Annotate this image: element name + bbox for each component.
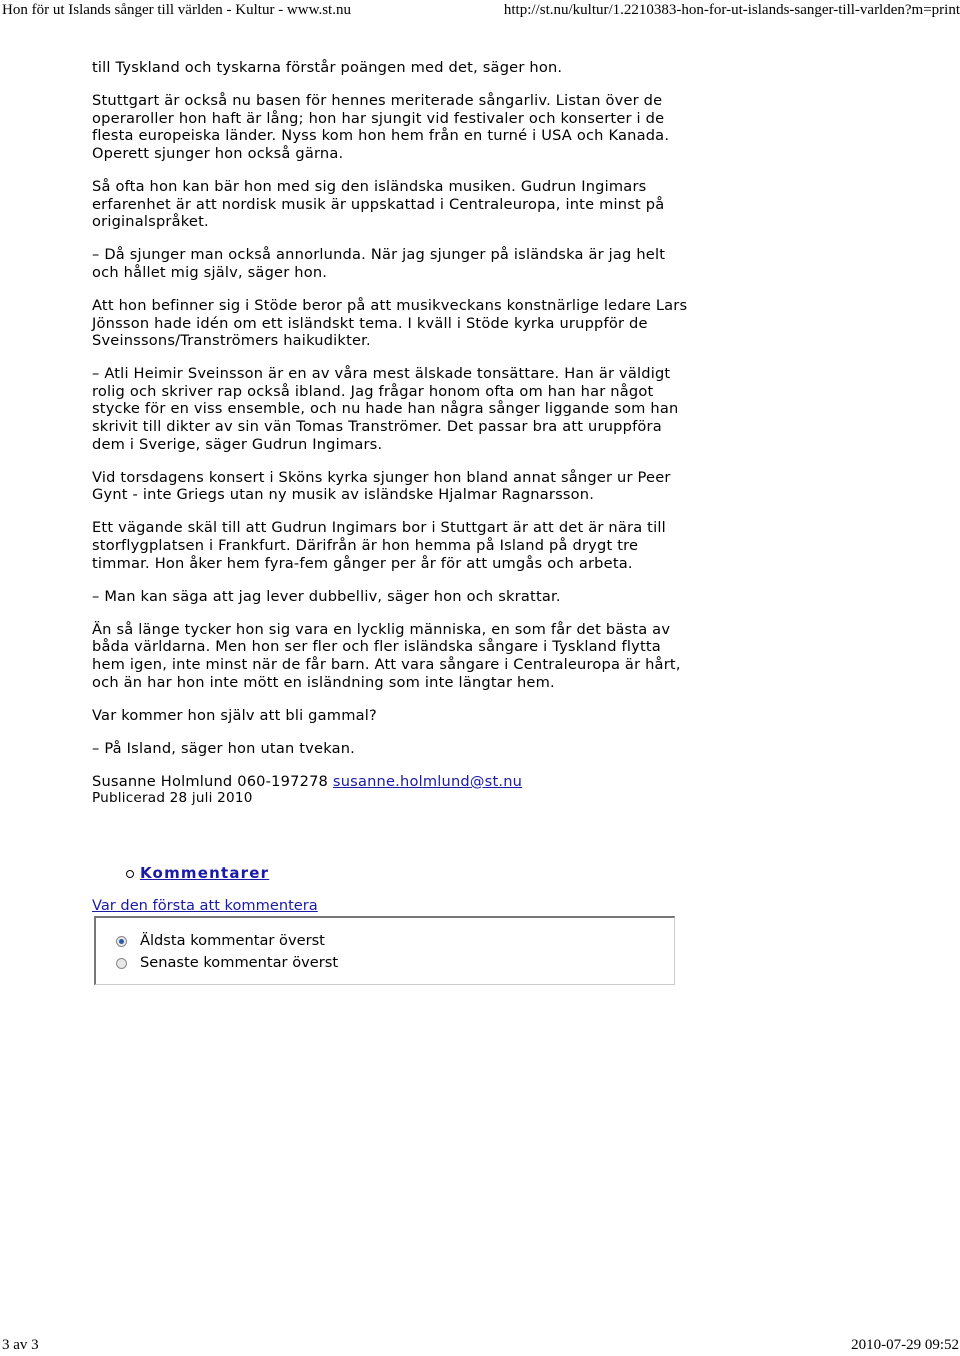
comments-tab-link[interactable]: Kommentarer [140, 864, 270, 882]
article-paragraph: – Då sjunger man också annorlunda. När jag sjunger på isländska är jag helt och hållet mig själv, säger hon. [92, 246, 666, 281]
comments-section [92, 864, 692, 985]
radio-oldest-first[interactable] [116, 936, 127, 947]
author-email-link[interactable]: susanne.holmlund@st.nu [332, 772, 523, 790]
comments-tabs [92, 864, 692, 890]
article-paragraph: – Atli Heimir Sveinsson är en av våra mest älskade tonsättare. Han är väldigt rolig och skriver rap också ibland. Jag frågar honom ofta om han har något stycke för en viss ensemble, och nu hade han några sånger liggande som han skrivit till dikter av sin vän Tomas Tranströmer. Det passar bra att uruppföra dem i Sverige, säger Gudrun Ingimars. [92, 365, 679, 453]
page-number: 3 av 3 [2, 1337, 39, 1353]
tab-comments [92, 864, 692, 890]
article-paragraph: Var kommer hon själv att bli gammal? [92, 706, 377, 724]
article-paragraph: Än så länge tycker hon sig vara en lycklig människa, en som får det bästa av båda världarna. Men hon ser fler och fler isländska sångare i Tyskland flytta hem igen, inte minst när de får barn. Att vara sångare i Centraleuropa är hårt, och än har hon inte mött en isländning som inte längtar hem. [92, 620, 681, 691]
article-paragraph: Ett vägande skäl till att Gudrun Ingimars bor i Stuttgart är att det är nära till storflygplatsen i Frankfurt. Därifrån är hon hemma på Island på drygt tre timmar. Hon åker hem fyra-fem gånger per år för att umgås och arbeta. [92, 519, 666, 572]
print-page-url: http://st.nu/kultur/1.2210383-hon-for-ut-islands-sanger-till-varlden?m=print [503, 2, 960, 18]
article-paragraph: till Tyskland och tyskarna förstår poängen med det, säger hon. [92, 59, 563, 76]
comment-sort-box [94, 916, 675, 985]
article-paragraph: – På Island, säger hon utan tvekan. [92, 739, 356, 757]
publish-date: Publicerad 28 juli 2010 [92, 790, 253, 807]
radio-newest-first[interactable] [116, 958, 127, 969]
bullet-icon [126, 870, 134, 878]
article-body [92, 59, 692, 807]
byline [92, 773, 692, 808]
author-name: Susanne Holmlund 060-197278 [92, 772, 329, 790]
article-paragraph: Stuttgart är också nu basen för hennes meriterade sångarliv. Listan över de operaroller hon haft är lång; hon har sjungit vid festivaler och konserter i de flesta europeiska länder. Nyss kom hon hem från en turné i USA och Kanada. Operett sjunger hon också gärna. [92, 92, 670, 162]
first-comment-link[interactable]: Var den första att kommentera [92, 897, 318, 914]
article-paragraph: Att hon befinner sig i Stöde beror på att musikveckans konstnärlige ledare Lars Jönsson hade idén om ett isländskt tema. I kväll i Stöde kyrka uruppför de Sveinssons/Tranströmers haikudikter. [92, 296, 688, 350]
sort-newest-option[interactable] [116, 954, 338, 972]
print-footer [0, 1334, 960, 1356]
print-page-title: Hon för ut Islands sånger till världen - Kultur - www.st.nu [2, 2, 351, 18]
sort-oldest-label: Äldsta kommentar överst [140, 932, 325, 949]
article-paragraph: Vid torsdagens konsert i Sköns kyrka sjunger hon bland annat sånger ur Peer Gynt - inte Griegs utan ny musik av isländske Hjalmar Ragnarsson. [92, 468, 671, 504]
article-paragraph: Så ofta hon kan bär hon med sig den isländska musiken. Gudrun Ingimars erfarenhet är att nordisk musik är uppskattad i Centraleuropa, inte minst på originalspråket. [92, 177, 665, 231]
article-paragraph: – Man kan säga att jag lever dubbelliv, säger hon och skrattar. [92, 587, 561, 605]
print-header [0, 0, 960, 22]
sort-newest-label: Senaste kommentar överst [140, 954, 339, 971]
print-datetime: 2010-07-29 09:52 [851, 1337, 959, 1353]
sort-oldest-option[interactable] [116, 932, 325, 950]
